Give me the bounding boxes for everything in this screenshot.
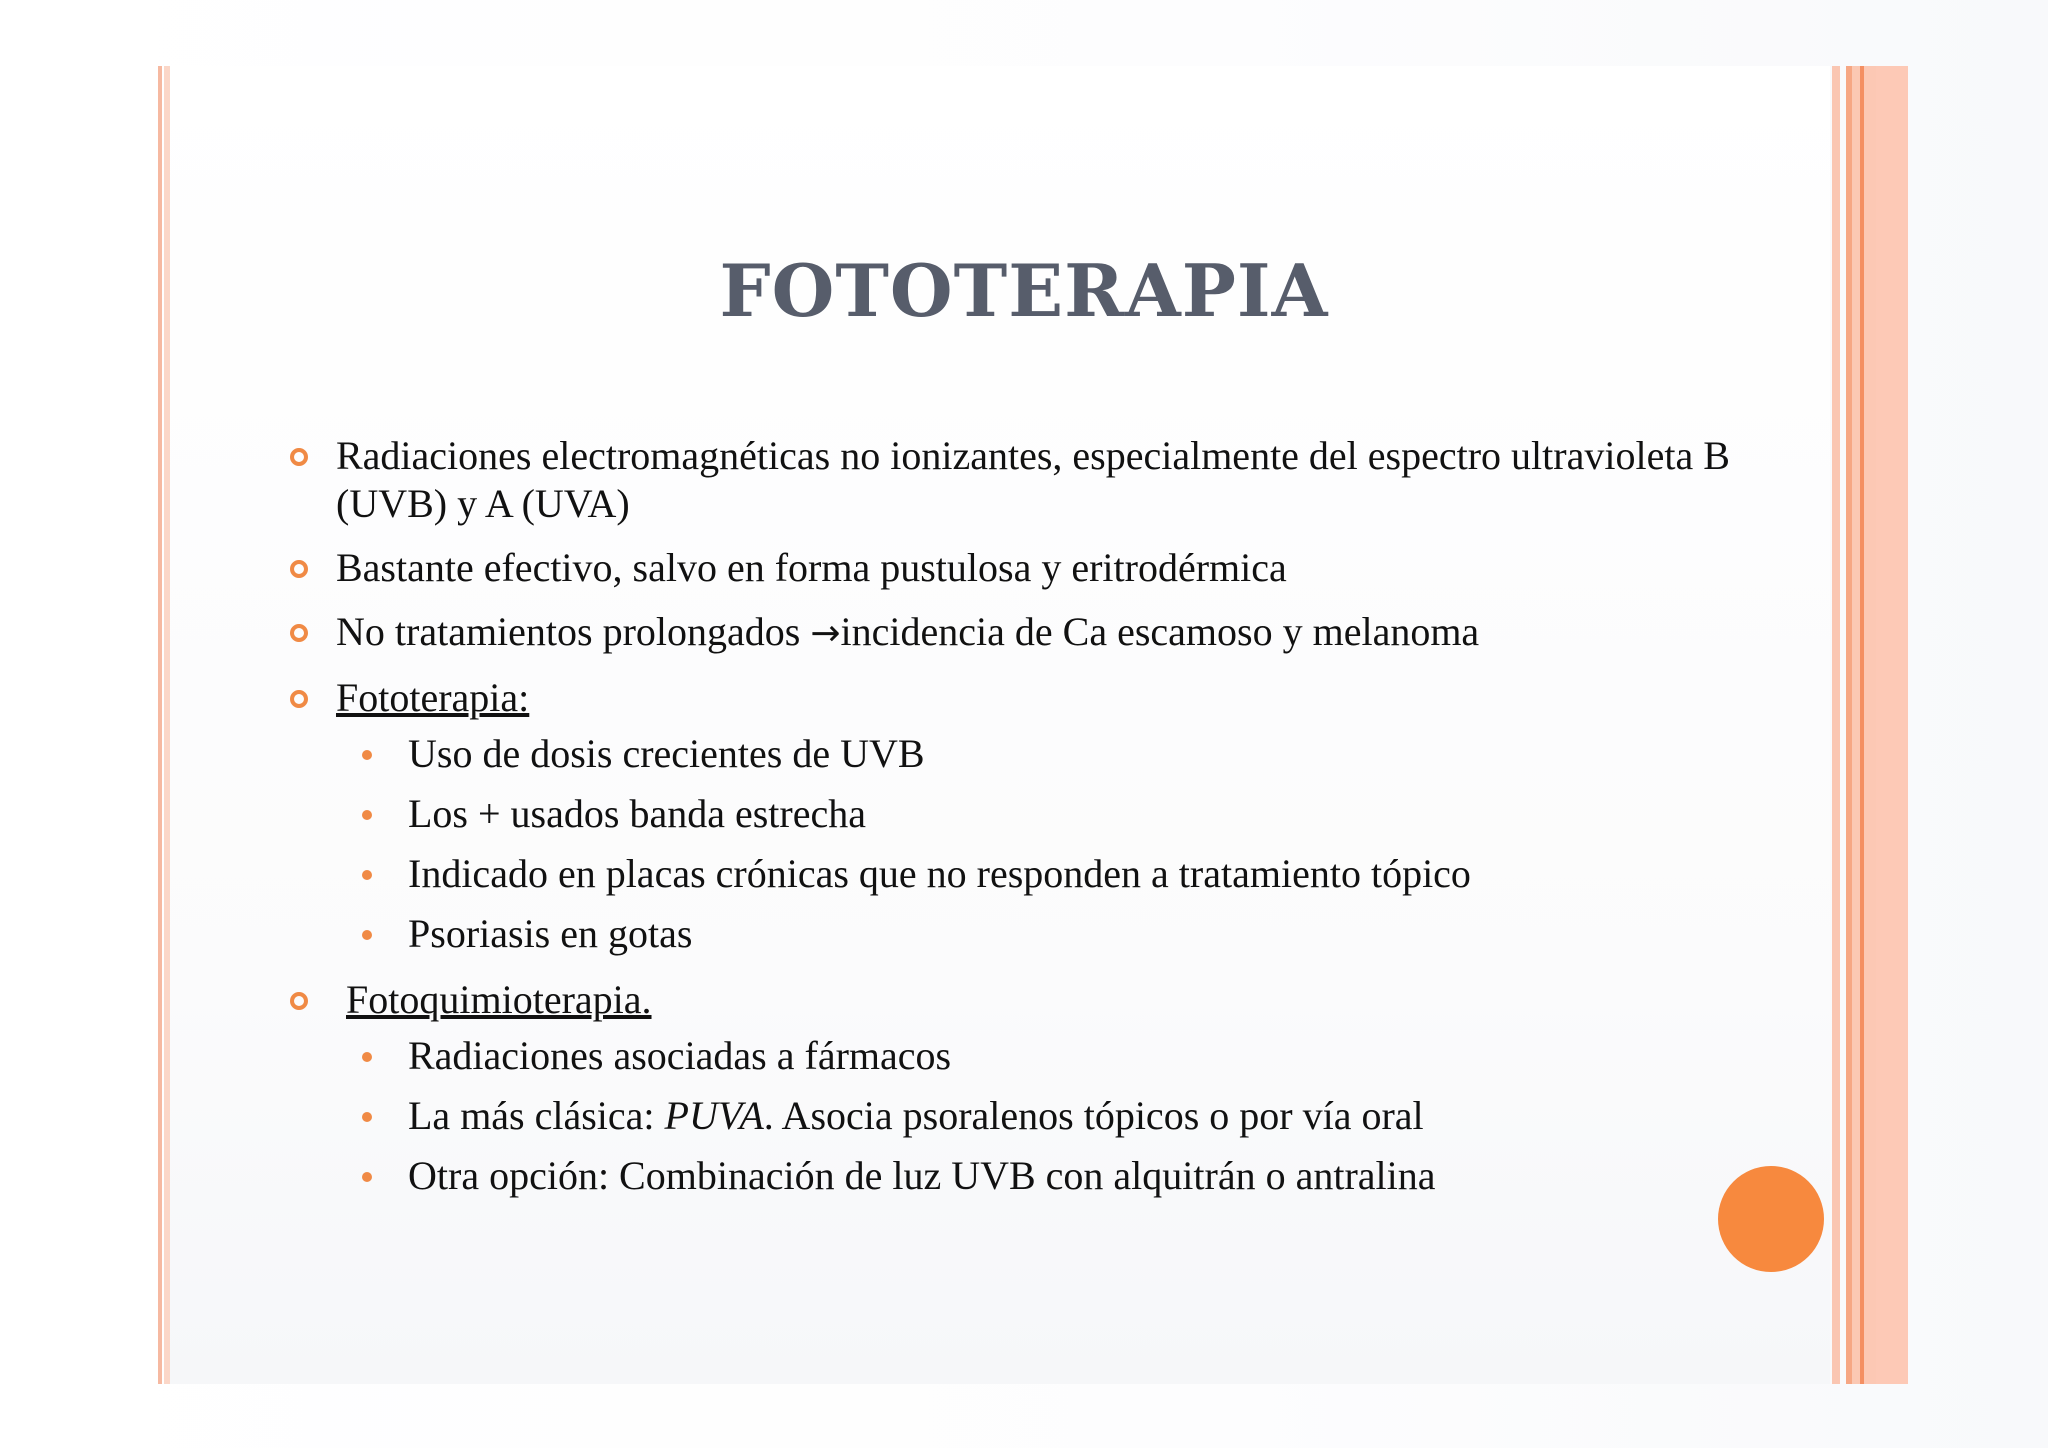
puva-term: PUVA: [664, 1093, 764, 1138]
sub-bullet-text-before: La más clásica:: [408, 1093, 665, 1138]
bullet-text: Radiaciones electromagnéticas no ionizantes, especialmente del espectro ultravioleta B (UVB) y A (UVA): [336, 433, 1730, 526]
sub-bullet-item: [284, 1032, 1804, 1080]
sub-bullet-text: Los + usados banda estrecha: [408, 791, 866, 836]
sub-bullet-item: [284, 1152, 1804, 1200]
bullet-text-before: No tratamientos prolongados: [336, 609, 811, 654]
dot-bullet-icon: [362, 930, 372, 940]
bullet-item: [284, 608, 1804, 658]
dot-bullet-icon: [362, 1172, 372, 1182]
sub-bullet-item: [284, 790, 1804, 838]
dot-bullet-icon: [362, 870, 372, 880]
ring-bullet-icon: [290, 690, 308, 708]
bullet-text-after: incidencia de Ca escamoso y melanoma: [840, 609, 1480, 654]
ring-bullet-icon: [290, 992, 308, 1010]
sub-bullet-text-after: . Asocia psoralenos tópicos o por vía oral: [763, 1093, 1424, 1138]
sub-bullet-text: Indicado en placas crónicas que no responden a tratamiento tópico: [408, 851, 1471, 896]
sub-bullet-item: [284, 1092, 1804, 1140]
dot-bullet-icon: [362, 810, 372, 820]
sub-bullet-text: Otra opción: Combinación de luz UVB con alquitrán o antralina: [408, 1153, 1436, 1198]
section-heading: Fotoquimioterapia.: [346, 977, 652, 1022]
sub-bullet-item: [284, 730, 1804, 778]
section-heading: Fototerapia:: [336, 675, 530, 720]
ring-bullet-icon: [290, 624, 308, 642]
bullet-item-fototerapia: [284, 674, 1804, 722]
sub-bullet-text: Psoriasis en gotas: [408, 911, 693, 956]
slide-content: [284, 432, 1804, 1212]
dot-bullet-icon: [362, 1052, 372, 1062]
ring-bullet-icon: [290, 560, 308, 578]
dot-bullet-icon: [362, 1112, 372, 1122]
sub-bullet-item: [284, 850, 1804, 898]
ring-bullet-icon: [290, 448, 308, 466]
right-arrow-icon: →: [810, 613, 841, 654]
sub-bullet-text: Radiaciones asociadas a fármacos: [408, 1033, 952, 1078]
sub-bullet-text: Uso de dosis crecientes de UVB: [408, 731, 925, 776]
bullet-item: [284, 432, 1804, 528]
slide-title: FOTOTERAPIA: [719, 248, 1329, 333]
bullet-text: Bastante efectivo, salvo en forma pustulosa y eritrodérmica: [336, 545, 1287, 590]
dot-bullet-icon: [362, 750, 372, 760]
bullet-item-fotoquimioterapia: [284, 976, 1804, 1024]
bullet-item: [284, 544, 1804, 592]
sub-bullet-item: [284, 910, 1804, 958]
